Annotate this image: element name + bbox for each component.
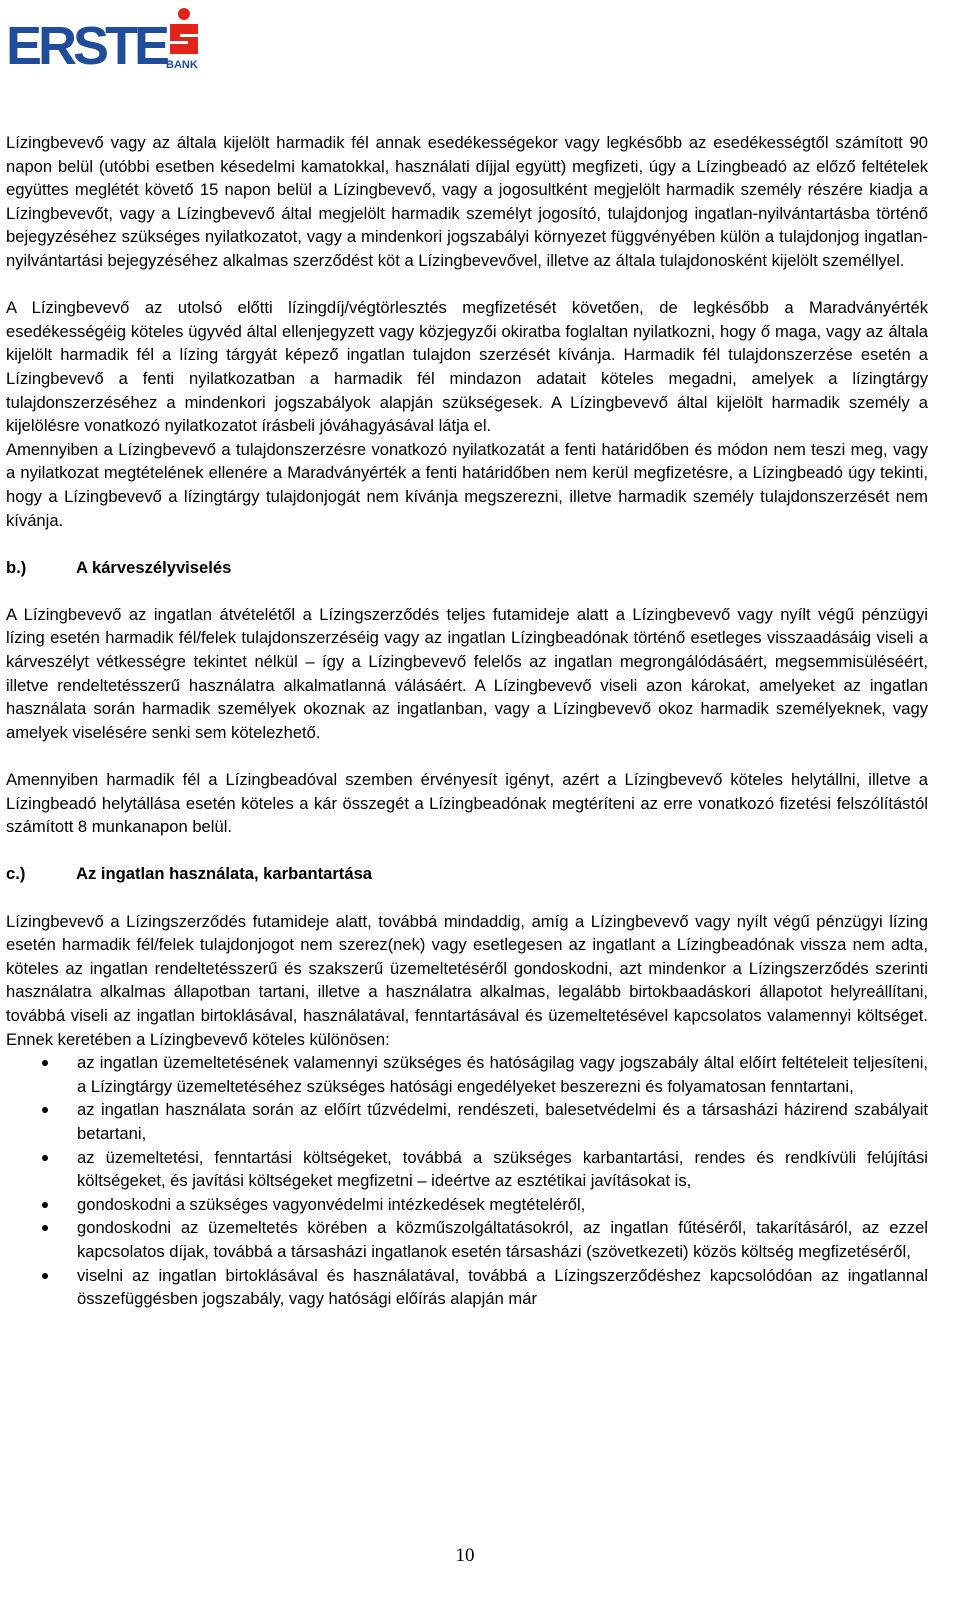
bullet-icon	[42, 1225, 48, 1231]
list-item	[6, 1098, 928, 1145]
list-item-text: az üzemeltetési, fenntartási költségeket, továbbá a szükséges karbantartási, rendes és rendkívüli felújítási költségeket, és javítási költségeket megfizetni – ideértve az esztétikai javításokat is,	[77, 1147, 928, 1191]
page-number: 10	[455, 1545, 475, 1566]
logo-s-symbol	[170, 8, 198, 54]
section-title: Az ingatlan használata, karbantartása	[76, 864, 373, 884]
logo-brand-text: ERSTE	[6, 16, 167, 68]
list-item-text: az ingatlan használata során az előírt tűzvédelmi, rendészeti, balesetvédelmi és a társasházi házirend szabályait betartani,	[77, 1100, 928, 1143]
bullet-icon	[42, 1060, 48, 1066]
section-number: c.)	[6, 864, 26, 884]
paragraph: Lízingbevevő a Lízingszerződés futamideje alatt, továbbá mindaddig, amíg a Lízingbevevő vagy nyílt végű pénzügyi lízing esetén harmadik fél/felek tulajdonjogot nem szerez(nek) vagy esetlegesen az ingatlant a Lízingbeadónak vissza nem adta, köteles az ingatlan rendeltetésszerű és szakszerű üzemeltetéséről gondoskodni, azt mindenkor a Lízingszerződés szerinti használatra alkalmas állapotban tartani, illetve a használatra alkalmas, legalább birtokbaadáskori állapotot helyreállítani, továbbá viseli az ingatlan birtoklásával, használatával, fenntartásával és üzemeltetésével kapcsolatos valamennyi költséget. Ennek keretében a Lízingbevevő köteles különösen:	[6, 911, 928, 1049]
list-item	[6, 1264, 928, 1311]
bullet-icon	[42, 1202, 48, 1208]
list-item-text: viselni az ingatlan birtoklásával és használatával, továbbá a Lízingszerződéshez kapcsolódóan az ingatlannal összefüggésben jogszabály, vagy hatósági előírás alapján már	[77, 1265, 928, 1309]
paragraph: A Lízingbevevő az ingatlan átvételétől a Lízingszerződés teljes futamideje alatt a Lízingbevevő vagy nyílt végű pénzügyi lízing esetén harmadik fél/felek tulajdonszerzéséig vagy az ingatlan Lízingbeadónak történő esetleges visszaadásáig viseli a kárveszélyt vétkességre tekintet nélkül – így a Lízingbevevő felelős az ingatlan megrongálódásáért, megsemmisüléséért, illetve rendeltetésszerű használatra alkalmatlanná válásáért. A Lízingbevevő viseli azon károkat, amelyeket az ingatlan használata során harmadik személyek okoznak az ingatlanban, vagy a Lízingbevevő okoz harmadik személyeknek, vagy amelyek viselésére senki sem kötelezhető.	[6, 604, 928, 742]
section-number: b.)	[6, 557, 27, 577]
bullet-icon	[42, 1273, 48, 1279]
logo-sub-text: BANK	[166, 59, 198, 68]
document-body	[6, 131, 928, 1311]
section-heading-b	[6, 556, 928, 580]
list-item	[6, 1216, 928, 1263]
list-item-text: gondoskodni a szükséges vagyonvédelmi intézkedések megtételéről,	[77, 1194, 586, 1214]
section-title: A kárveszélyviselés	[76, 557, 232, 577]
paragraph: A Lízingbevevő az utolsó előtti lízingdíj/végtörlesztés megfizetését követően, de legkésőbb a Maradványérték esedékességéig köteles ügyvéd által ellenjegyzett vagy közjegyzői okiratba foglaltan nyilatkozni, hogy ő maga, vagy az általa kijelölt harmadik fél a lízing tárgyát képező ingatlan tulajdon szerzését kívánja. Harmadik fél tulajdonszerzése esetén a Lízingbevevő a fenti nyilatkozatban a harmadik fél mindazon adatait köteles megadni, amelyek a lízingtárgy tulajdonszerzéséhez a mindenkori jogszabályok alapján szükségesek. A Lízingbevevő által kijelölt harmadik személy a kijelölésre vonatkozó nyilatkozatot írásbeli jóváhagyásával látja el.	[6, 298, 928, 436]
list-item-text: gondoskodni az üzemeltetés körében a közműszolgáltatásokról, az ingatlan fűtéséről, takarításáról, az ezzel kapcsolatos díjak, továbbá a társasházi ingatlanok esetén társasházi (szövetkezeti) közös költség megfizetéséről,	[77, 1218, 928, 1261]
paragraph: Lízingbevevő vagy az általa kijelölt harmadik fél annak esedékességekor vagy legkésőbb az esedékességtől számított 90 napon belül (utóbbi esetben késedelmi kamatokkal, használati díjjal együtt) megfizeti, úgy a Lízingbeadó az előző feltételek együttes meglétét követő 15 napon belül a Lízingbevevő, vagy a jogosultként megjelölt harmadik személy részére kiadja a Lízingbevevőt, vagy a Lízingbevevő által megjelölt harmadik személyt jogosító, tulajdonjog ingatlan-nyilvántartásba történő bejegyzéséhez szükséges nyilatkozatot, vagy a mindenkori jogszabályi környezet függvényében külön a tulajdonjog ingatlan-nyilvántartási bejegyzéséhez alkalmas szerződést köt a Lízingbevevővel, illetve az általa tulajdonosként kijelölt személlyel.	[6, 133, 928, 270]
section-heading-c	[6, 862, 928, 886]
list-item	[6, 1146, 928, 1193]
obligations-list	[6, 1051, 928, 1311]
list-item	[6, 1193, 928, 1217]
bullet-icon	[42, 1107, 48, 1113]
bullet-icon	[42, 1155, 48, 1161]
paragraph: Amennyiben a Lízingbevevő a tulajdonszerzésre vonatkozó nyilatkozatát a fenti határidőben és módon nem teszi meg, vagy a nyilatkozat megtételének ellenére a Maradványérték a fenti határidőben nem kerül megfizetésre, a Lízingbeadó úgy tekinti, hogy a Lízingbevevő a lízingtárgy tulajdonjogát nem kívánja megszerezni, illetve harmadik személy tulajdonszerzését nem kívánja.	[6, 439, 928, 530]
list-item-text: az ingatlan üzemeltetésének valamennyi szükséges és hatóságilag vagy jogszabály által előírt feltételeit teljesíteni, a Lízingtárgy üzemeltetéséhez szükséges hatósági engedélyeket beszerezni és folyamatosan fenntartani,	[77, 1053, 928, 1096]
paragraph: Amennyiben harmadik fél a Lízingbeadóval szemben érvényesít igényt, azért a Lízingbevevő köteles helytállni, illetve a Lízingbeadó helytállása esetén köteles a kár összegét a Lízingbeadónak megtéríteni az erre vonatkozó fizetési felszólítástól számított 8 munkanapon belül.	[6, 770, 928, 837]
list-item	[6, 1051, 928, 1098]
erste-bank-logo	[6, 6, 202, 68]
